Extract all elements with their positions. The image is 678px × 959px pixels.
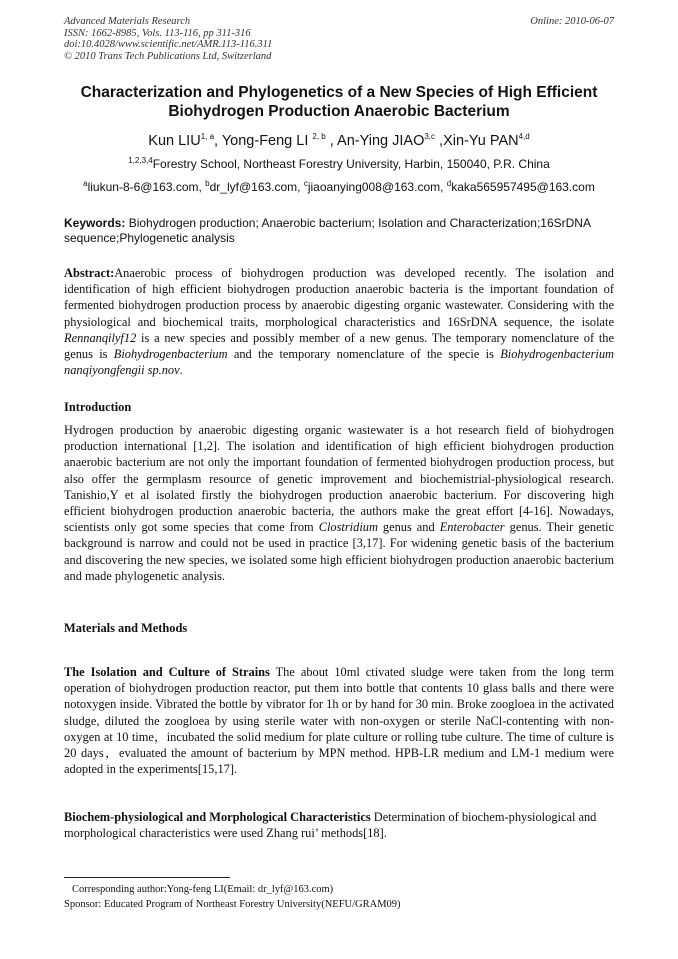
author-sup: 2, b [312,132,326,142]
introduction-heading: Introduction [64,400,132,414]
abstract-text: Anaerobic process of biohydrogen production was developed recently. The isolation and identification of high efficient biohydrogen production anaerobic bacteria is the important foundation of fermented biohydrogen production process by anaerobic digesting organic wastewater. Considering with the physiological and biochemical traits, morphological characteristics and 16SrDNA sequence, the isolate [64,266,614,329]
title-line-1: Characterization and Phylogenetics of a New Species of High Efficient [80,84,598,101]
abstract-text: . [179,363,183,378]
corresponding-author-note: Corresponding author:Yong-feng LI(Email: dr_lyf@163.com) [72,884,334,895]
sponsor-note: Sponsor: Educated Program of Northeast Forestry University(NEFU/GRAM09) [64,899,401,910]
email-sup: d [446,179,452,188]
paper-title [50,83,628,121]
abstract-isolate-name: Rennanqilyf12 [64,330,137,345]
keywords-text: Biohydrogen production; Anaerobic bacterium; Isolation and Characterization;16SrDNA sequence;Phylogenetic analysis [64,216,591,245]
author-sup: 3,c [424,132,436,142]
keywords-label: Keywords: [64,216,126,230]
email-link[interactable]: dr_lyf@163.com, [209,180,304,194]
author-emails [40,180,638,194]
author-name: Kun LIU [148,133,201,149]
abstract [64,265,614,378]
email-sup: a [83,179,88,188]
journal-issn: ISSN: 1662-8985, Vols. 113-116, pp 311-316 [64,27,251,39]
isolation-text: The about 10ml ctivated sludge were taken from the long term operation of biohydrogen production reactor, put them into bottle that contents 10 glass balls and there were notoxygen inside. Vibrated the bottle by vibrator for 1h or by hand for 30 min. Broke zoogloea in the activated sludge, diluted the zoogloea by using sterile water with non-oxygen or sterile NaCl-contenting with non-oxygen at 10 time，incubated the solid medium for plate culture or rolling tube culture. The time of culture is 20 days，evaluated the amount of bacterium by MPN method. HPB-LR medium and LM-1 medium were adopted in the experiments[15,17]. [64,665,614,777]
abstract-text: and the temporary nomenclature of the specie is [227,347,501,362]
footnote-rule [64,877,230,878]
author-separator: , [329,133,338,149]
journal-copyright: © 2010 Trans Tech Publications Ltd, Switzerland [64,50,272,62]
affiliation-text: Forestry School, Northeast Forestry University, Harbin, 150040, P.R. China [152,157,550,171]
isolation-section [64,664,614,777]
author-separator: , [214,133,222,149]
email-link[interactable]: liukun-8-6@163.com, [87,180,206,194]
materials-heading: Materials and Methods [64,621,188,635]
introduction-text: genus and [377,520,440,535]
journal-header [64,16,272,62]
abstract-label: Abstract: [64,266,115,280]
introduction-body [64,422,614,584]
journal-doi: doi:10.4028/www.scientific.net/AMR.113-116.311 [64,39,273,51]
abstract-species-name: Biohydrogenbacterium nanqiyongfengii sp.nov [64,347,614,378]
introduction-text: Hydrogen production by anaerobic digesting organic wastewater is a hot research field of biohydrogen production international [1,2]. The isolation and identification of high efficient biohydrogen production anaerobic bacterium are not only the important foundation of fermented biohydrogen production process, but also offer the germplasm resource of genetic improvement and biochemistrial-physiological research. Tanishio,Y et al isolated firstly the biohydrogen production anaerobic bacterium. For discovering high efficient biohydrogen production anaerobic bacteria, the authors make the great effort [4-16]. Nowadays, scientists only got some species that come from [64,423,614,535]
author-sup: 4,d [518,132,530,142]
abstract-genus-name: Biohydrogenbacterium [113,347,228,362]
abstract-text: is a new species and possibly member of a new genus. The temporary nomenclature of the genus is [64,330,614,362]
isolation-label: The Isolation and Culture of Strains [64,665,270,679]
introduction-text: genus. Their genetic background is narrow and could not be used in practice [3,17]. For widening genetic basis of the bacterium and discovering the new species, we isolated some high efficient biohydrogen production anaerobic bacterium and made phylogenetic analysis. [64,520,614,583]
affiliation-sup: 1,2,3,4 [128,156,153,165]
author-name: Xin-Yu PAN [443,133,519,149]
biochem-text: Determination of biochem-physiological and morphological characteristics were used Zhang rui’ methods[18]. [64,810,597,841]
online-date: Online: 2010-06-07 [530,16,614,27]
author-sup: 1, a [200,132,215,142]
author-name: An-Ying JIAO [337,133,425,149]
email-sup: b [205,179,210,188]
email-link[interactable]: kaka565957495@163.com [451,180,595,194]
email-sup: c [303,179,308,188]
genus-clostridium: Clostridium [318,520,378,535]
journal-name: Advanced Materials Research [64,16,191,27]
email-link[interactable]: jiaoanying008@163.com, [307,180,447,194]
author-list [40,133,638,149]
keywords [64,216,614,246]
author-name: Yong-Feng LI [221,133,309,149]
title-line-2: Biohydrogen Production Anaerobic Bacterium [168,103,510,120]
genus-enterobacter: Enterobacter [439,520,505,535]
author-separator: , [435,133,444,149]
affiliation [40,157,638,171]
biochem-section [64,809,614,841]
biochem-label: Biochem-physiological and Morphological Characteristics [64,810,371,824]
